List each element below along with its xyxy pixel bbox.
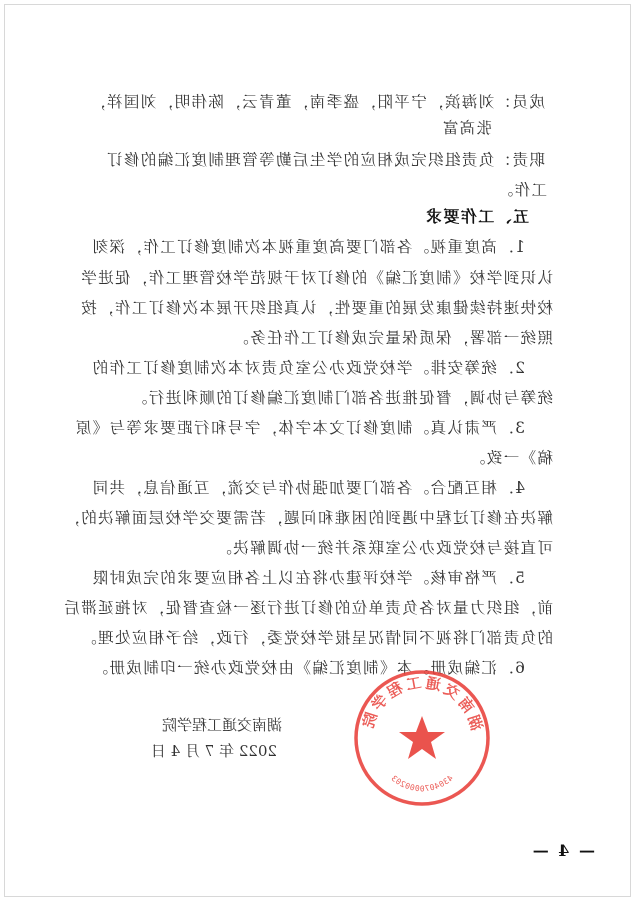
- req4-line2: 解决在修订过程中遇到的困难和问题，若需要交学校层面解决的，: [62, 509, 553, 527]
- seal-code: 4304070000203: [389, 773, 455, 794]
- duties-line: 职责：负责组织完成相应的学生后勤等管理制度汇编的修订: [105, 151, 545, 169]
- signature-date: 2022 年 7 月 4 日: [150, 742, 277, 760]
- req1-line4: 照统一部署，保质保量完成修订工作任务。: [231, 329, 553, 347]
- duties-line-cont: 工作。: [496, 181, 547, 199]
- req5-line3: 的负责部门将视不同情况呈报学校党委，行政，给予相应处理。: [79, 629, 553, 647]
- official-seal: [352, 668, 492, 808]
- req3-line2: 稿》一致。: [468, 449, 553, 467]
- section-heading: 五、工作要求: [424, 207, 529, 226]
- req6-line1: 6．汇编成册。本《制度汇编》由校党政办统一印制成册。: [91, 659, 525, 677]
- req4-line1: 4．相互配合。各部门要加强协作与交流，互通信息，共同: [91, 479, 525, 497]
- members-line: 成员：刘海滨，宁平阳，盛季南，董青云，陈伟明，刘国祥，: [88, 93, 545, 111]
- req2-line1: 2．统筹安排。学校党政办公室负责对本次制度修订工作的: [91, 359, 525, 377]
- page-number: — 4 —: [530, 841, 595, 860]
- req1-line2: 认识到学校《制度汇编》的修订对于规范学校管理工作，促进学: [79, 269, 553, 287]
- seal-ring-text: 湖南交通工程学院: [358, 673, 486, 733]
- signature-org: 湖南交通工程学院: [161, 716, 282, 734]
- req1-line1: 1．高度重视。各部门要高度重视本次制度修订工作，深刻: [91, 238, 525, 256]
- req2-line2: 统筹与协调，督促推进各部门制度汇编修订的顺利进行。: [130, 389, 553, 407]
- req3-line1: 3．严肃认真。制度修订文本字体，字号和行距要求等与《原: [74, 419, 525, 437]
- req5-line1: 5．严格审核。学校评建办将在以上各相应要求的完成时限: [91, 569, 525, 587]
- star-icon: [399, 716, 445, 759]
- members-line-cont: 张高富: [441, 119, 492, 137]
- req5-line2: 前，组织力量对各负责单位的修订进行逐一检查督促，对拖延滞后: [62, 599, 553, 617]
- req1-line3: 校快速持续健康发展的重要性，认真组织开展本次修订工作，按: [79, 299, 553, 317]
- req4-line3: 可直接与校党政办公室联系并统一协调解决。: [214, 539, 553, 557]
